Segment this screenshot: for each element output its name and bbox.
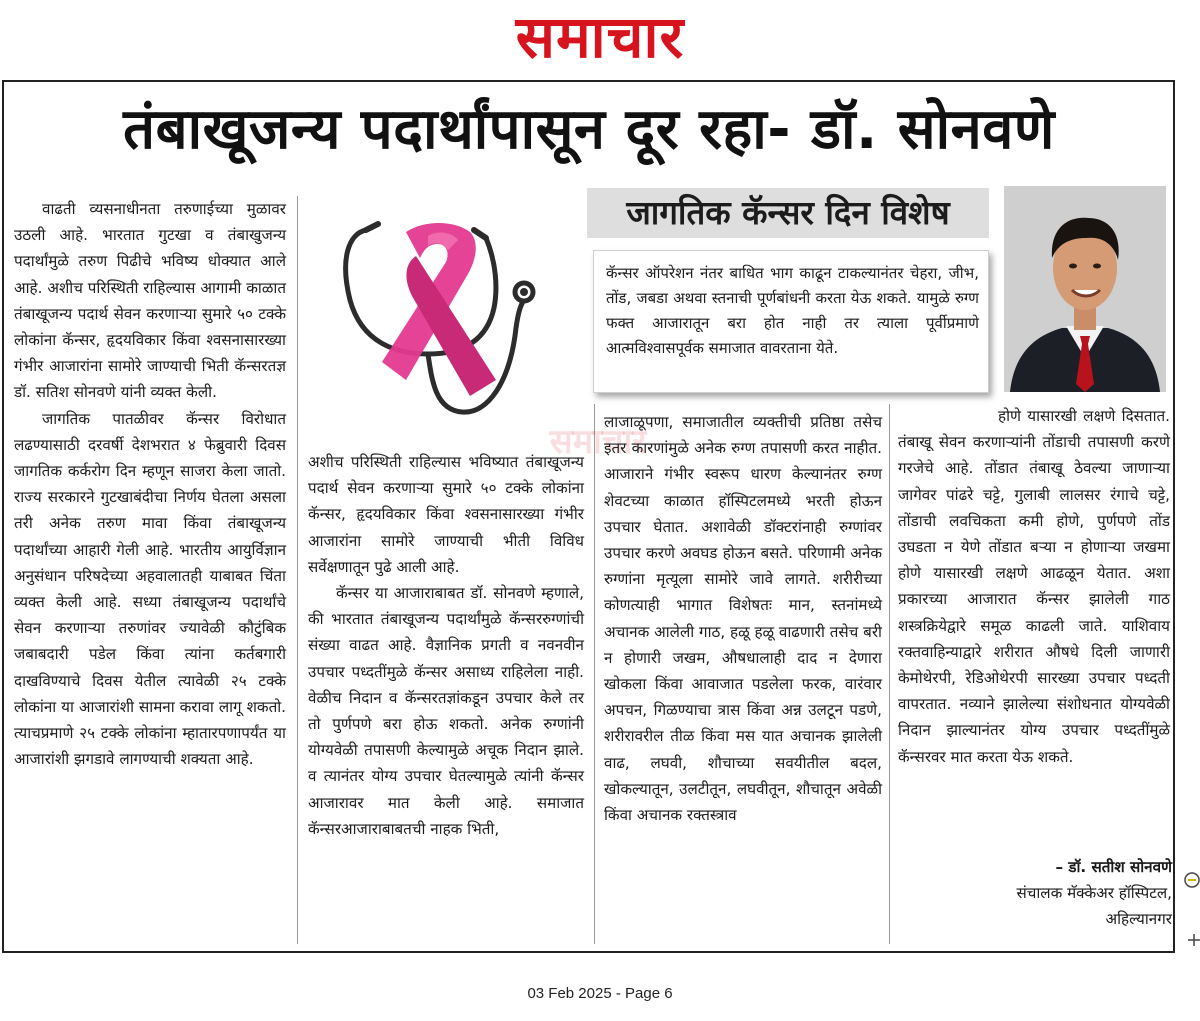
newspaper-logo: समाचार [515,3,685,71]
paragraph: लाजाळूपणा, समाजातील व्यक्तीची प्रतिष्ठा तसेच इतर कारणांमुळे अनेक रुग्ण तपासणी करत नाहीत. आजाराने गंभीर स्वरूप धारण केल्यानंतर रुग्ण शेवटच्या काळात हॉस्पिटलमध्ये भरती होऊन उपचार घेतात. अशावेळी डॉक्टरांनाही रुग्णांवर उपचार करणे अवघड होऊन बसते. परिणामी अनेक रुग्णांना मृत्यूला सामोरे जावे लागते. शरीरीच्या कोणत्याही भागात विशेषतः मान, स्तनांमध्ये अचानक आलेली गाठ, हळू हळू वाढणारी तसेच बरी न होणारी जखम, औषधालाही दाद न देणारा खोकला किंवा आवाजात पडलेला फरक, वारंवार अपचन, गिळण्याचा त्रास किंवा अन्न उलटून पडणे, शरीरावरील तीळ किंवा मस यात अचानक झालेली वाढ, लघवी, शौचाच्या सवयीतील बदल, खोकल्यातून, उलटीतून, लघवीतून, शौचातून अवेळी किंवा अचानक रक्तस्त्राव [604,413,882,825]
column-divider [297,196,298,944]
cancer-ribbon-stethoscope-image [328,212,548,442]
article-headline: तंबाखूजन्य पदार्थांपासून दूर रहा- डॉ. सोनवणे [123,97,1055,162]
author-place: अहिल्यानगर [1105,910,1172,928]
page-edge-marker-icon [1186,932,1200,948]
article-column-4 [898,403,1170,770]
paragraph: वाढती व्यसनाधीनता तरुणाईच्या मुळावर उठली आहे. भारतात गुटखा व तंबाखुजन्य पदार्थांमुळे तरुण पिढीचे भविष्य धोक्यात आले आहे. अशीच परिस्थिती राहिल्यास आगामी काळात तंबाखूजन्य पदार्थ सेवन करणाऱ्या सुमारे ५० टक्के लोकांना कॅन्सर, हृदयविकार किंवा श्वसनासारख्या गंभीर आजारांना सामोरे जाण्याची भिती कॅन्सरतज्ञ डॉ. सतिश सोनवणे यांनी व्यक्त केली. [14,200,286,402]
special-banner: जागतिक कॅन्सर दिन विशेष [587,188,989,238]
callout-box: कॅन्सर ऑपरेशन नंतर बाधित भाग काढून टाकल्यानंतर चेहरा, जीभ, तोंड, जबडा अथवा स्तनाची पूर्णबांधनी करता येऊ शकते. यामुळे रुग्ण फक्त आजारातून बरा होत नाही तर त्याला पूर्वीप्रमाणे आत्मविश्वासपूर्वक समाजात वावरताना येते. [593,250,989,393]
article-column-1 [14,196,286,772]
doctor-photo [1004,186,1166,392]
article-column-3 [604,409,882,828]
watermark: समाचार [549,422,647,462]
author-role: संचालक मॅक्केअर हॉस्पिटल, [1016,884,1172,902]
column-divider [889,404,890,944]
paragraph: अशीच परिस्थिती राहिल्यास भविष्यात तंबाखूजन्य पदार्थ सेवन करणाऱ्या सुमारे ५० टक्के लोकांना कॅन्सर, हृदयविकार किंवा श्वसनासारख्या गंभीर आजारांना सामोरे जाण्याची भीती विविध सर्वेक्षणातून पुढे आली आहे. [308,453,584,576]
paragraph: होणे यासारखी लक्षणे दिसतात. तंबाखू सेवन करणाऱ्यांनी तोंडाची तपासणी करणे गरजेचे आहे. तोंडात तंबाखू ठेवल्या जाणाऱ्या जागेवर पांढरे चट्टे, गुलाबी लालसर रंगाचे चट्टे, तोंडाची लवचिकता कमी होणे, पुर्णपणे तोंड उघडता न येणे तोंडात बऱ्या न होणाऱ्या जखमा होणे यासारखी लक्षणे आढळून येतात. अशा प्रकारच्या आजारात कॅन्सर झालेली गाठ शस्त्रक्रियेद्वारे समूळ काढली जाते. याशिवाय रक्तवाहिन्याद्वारे शरीरात औषधे दिली जाणारी केमोथेरपी, रेडिओथेरपी सारख्या उपचार पध्दती वापरतात. नव्याने झालेल्या संशोधनात योग्यवेळी निदान झाल्यानंतर योग्य उपचार पध्दतींमुळे कॅन्सरवर मात करता येऊ शकते. [898,407,1170,766]
article-column-2 [308,449,584,842]
paragraph: कॅन्सर या आजाराबाबत डॉ. सोनवणे म्हणाले, की भारतात तंबाखूजन्य पदार्थांमुळे कॅन्सररुग्णांची संख्या वाढत आहे. वैज्ञानिक प्रगती व नवनवीन उपचार पध्दतींमुळे कॅन्सर असाध्य राहिलेला नाही. वेळीच निदान व कॅन्सरतज्ञांकडून उपचार केले तर तो पुर्णपणे बरा होऊ शकतो. अनेक रुग्णांनी योग्यवेळी तपासणी केल्यामुळे अचूक निदान झाले. व त्यानंतर योग्य उपचार घेतल्यामुळे त्यांनी कॅन्सर आजारावर मात केली आहे. समाजात कॅन्सरआजाराबाबतची नाहक भिती, [308,584,584,838]
pink-ribbon [382,223,496,396]
author-name: – डॉ. सतीश सोनवणे [1055,858,1172,876]
page-edge-marker-icon [1184,872,1200,888]
column-divider [594,404,595,944]
paragraph: जागतिक पातळीवर कॅन्सर विरोधात लढण्यासाठी दरवर्षी देशभरात ४ फेब्रुवारी दिवस जागतिक कर्करोग दिन म्हणून साजरा केला जातो. राज्य सरकारने गुटखाबंदीचा निर्णय घेतला असला तरी अनेक तरुण मावा किंवा तंबाखूजन्य पदार्थांच्या आहारी गेली आहे. भारतीय आयुर्विज्ञान अनुसंधान परिषदेच्या अहवालातही याबाबत चिंता व्यक्त केली आहे. सध्या तंबाखूजन्य पदार्थांचे सेवन करणाऱ्या तरुणांवर ज्यावेळी कौटुंबिक जबाबदारी पडेल किंवा त्यांना कर्तबगारी दाखविण्याचे दिवस येतील त्यावेळी २५ टक्के लोकांना या आजारांशी सामना करावा लागू शकतो. त्याचप्रमाणे २५ टक्के लोकांना म्हातारपणापर्यंत या आजारांशी झगडावे लागण्याची शक्यता आहे. [14,409,286,769]
stethoscope-earpiece [474,230,486,238]
stethoscope-earpiece [366,224,378,230]
page-footer: 03 Feb 2025 - Page 6 [527,985,673,1002]
